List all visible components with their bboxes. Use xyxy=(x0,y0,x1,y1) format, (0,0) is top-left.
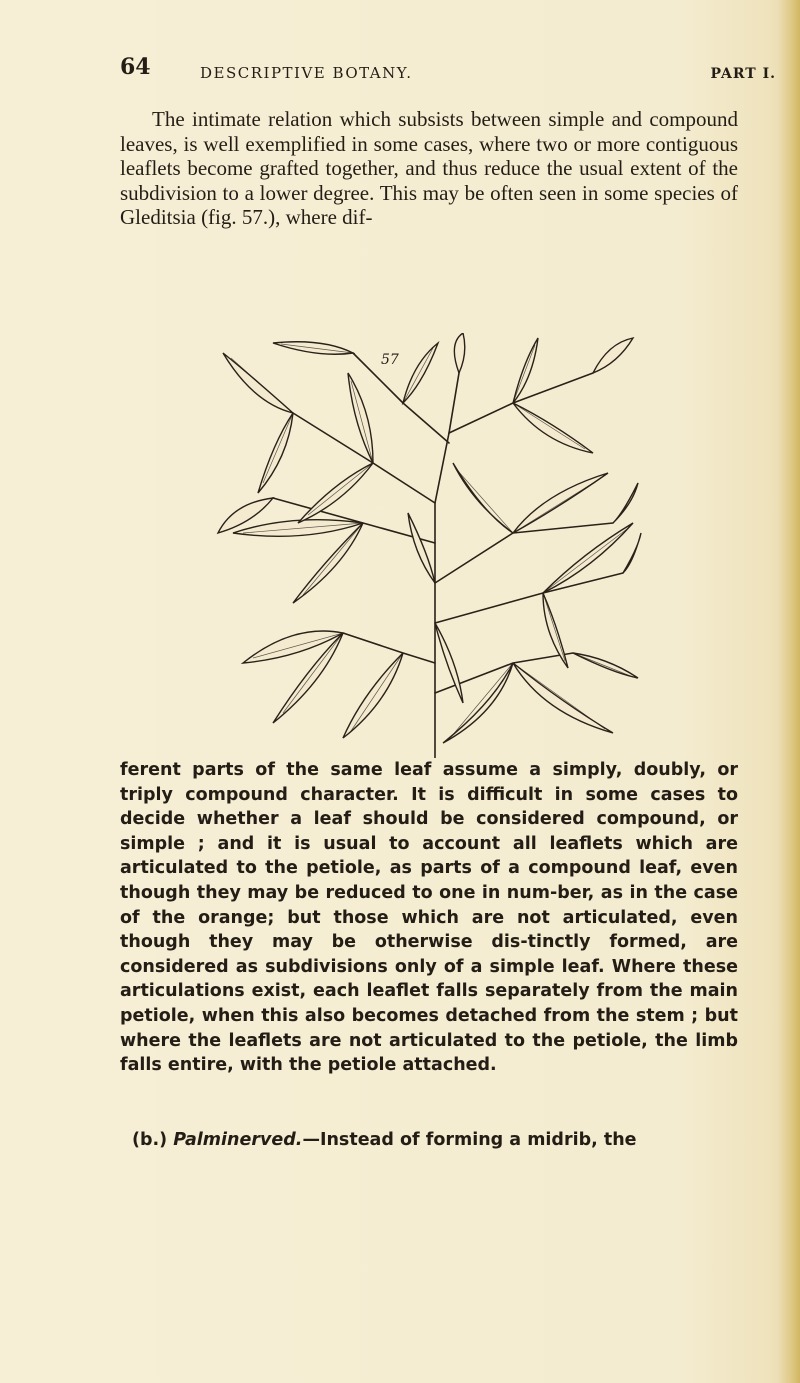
section-label: (b.) xyxy=(132,1130,168,1150)
running-title: DESCRIPTIVE BOTANY. xyxy=(200,64,413,82)
paragraph-palminerved xyxy=(120,1128,738,1153)
figure-number: 57 xyxy=(381,352,399,368)
page-edge-stain xyxy=(778,0,800,1383)
gleditsia-leaf-figure xyxy=(213,333,643,758)
paragraph-intro: The intimate relation which subsists between simple and compound leaves, is well exemplified in some cases, where two or more contiguous leaflets become grafted together, and thus reduce the usual extent of the subdivision to a lower degree. This may be often seen in some species of Gleditsia (fig. 57.), where dif- xyxy=(120,107,738,229)
paragraph-continued: ferent parts of the same leaf assume a simply, doubly, or triply compound character. It is difficult in some cases to decide whether a leaf should be considered compound, or simple ; and it is usual to account all leaflets which are articulated to the petiole, as parts of a compound leaf, even though they may be reduced to one in num-ber, as in the case of the orange; but those which are not articulated, even though they may be otherwise dis-tinctly formed, are considered as subdivisions only of a simple leaf. Where these articulations exist, each leaflet falls separately from the main petiole, when this also becomes detached from the stem ; but where the leaflets are not articulated to the petiole, the limb falls entire, with the petiole attached. xyxy=(120,760,738,1076)
page-number: 64 xyxy=(120,54,151,80)
section-text: —Instead of forming a midrib, the xyxy=(302,1130,637,1150)
page-header xyxy=(120,54,776,100)
section-term: Palminerved. xyxy=(173,1130,303,1150)
part-label: PART I. xyxy=(710,66,776,82)
